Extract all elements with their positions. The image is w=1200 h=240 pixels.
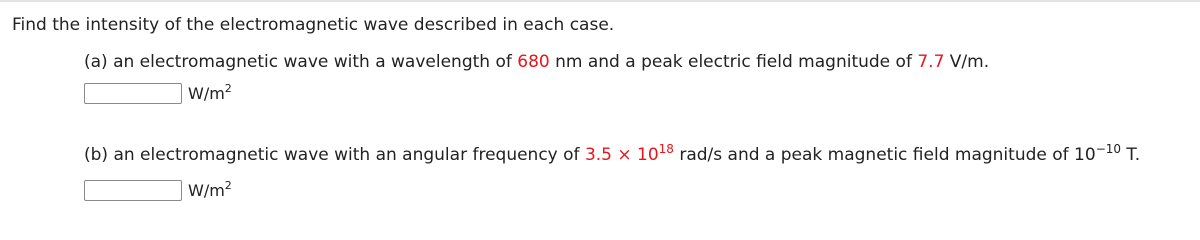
question-prompt: Find the intensity of the electromagnetic wave described in each case. (12, 15, 615, 35)
part-b-unit (188, 178, 232, 200)
magnetic-field-exponent: −10 (1095, 142, 1122, 156)
angular-frequency-mantissa: 3.5 (584, 145, 612, 165)
part-a-text-2: nm and a peak electric field magnitude of (549, 52, 918, 72)
part-b-text-1: (b) an electromagnetic wave with an angular frequency of (84, 145, 585, 165)
angular-frequency-exponent: 18 (658, 142, 674, 156)
angular-frequency-value (584, 142, 674, 165)
top-divider (0, 0, 1200, 2)
angular-frequency-times: × 10 (611, 145, 659, 165)
part-a-answer-row (84, 80, 232, 106)
part-b-answer-input[interactable] (84, 180, 182, 201)
electric-field-value: 7.7 (917, 52, 945, 72)
part-b-text-3: T. (1121, 145, 1141, 165)
part-b-text-2: rad/s and a peak magnetic field magnitude of 10 (673, 145, 1096, 165)
part-b-answer-row (84, 177, 232, 203)
wavelength-value: 680 (517, 52, 550, 72)
part-b-unit-base: W/m (188, 180, 225, 200)
part-b-unit-exponent: 2 (224, 178, 232, 192)
part-a-text-3: V/m. (944, 52, 990, 72)
part-a-unit-exponent: 2 (224, 81, 232, 95)
part-a-text-1: (a) an electromagnetic wave with a wavelength of (84, 52, 518, 72)
part-a-statement (84, 50, 989, 74)
part-a-answer-input[interactable] (84, 83, 182, 104)
part-a-unit-base: W/m (188, 83, 225, 103)
part-b-statement (84, 143, 1140, 167)
part-a-unit (188, 81, 232, 103)
